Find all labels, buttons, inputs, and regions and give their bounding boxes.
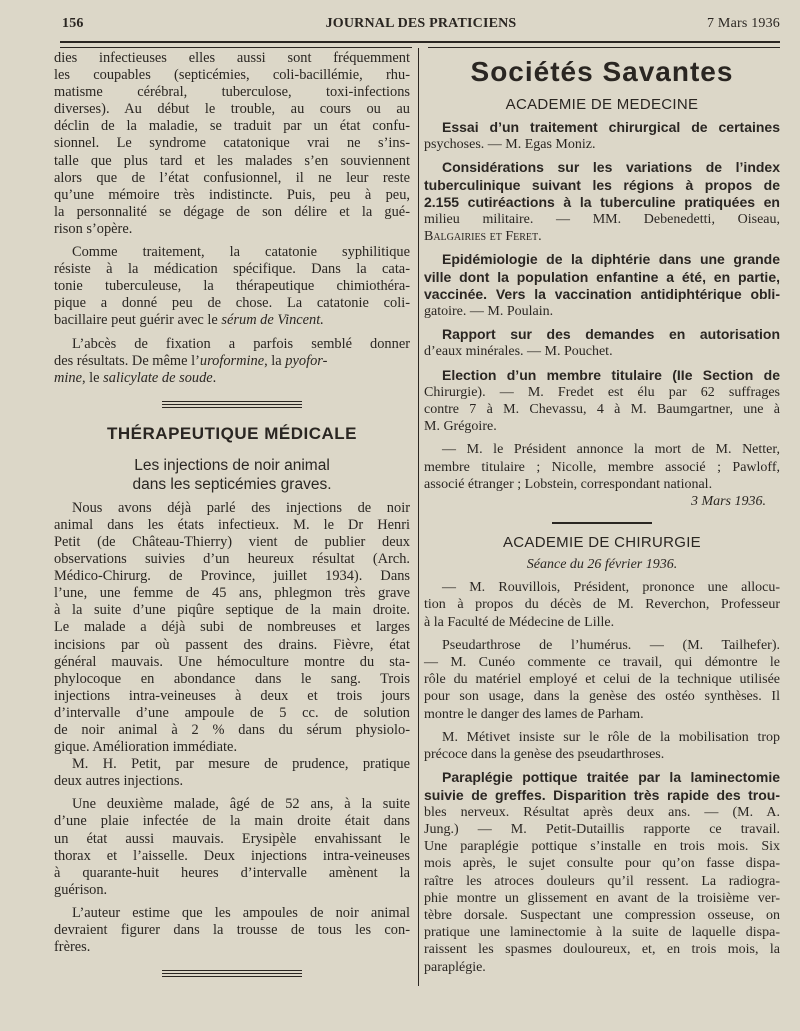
- text-line: l’une, une femme de 45 ans, phlegmon très grave: [54, 585, 410, 602]
- text-line: pratique une laminectomie à la suite de laquelle dispa-: [424, 925, 780, 941]
- text-line: M. H. Petit, par mesure de prudence, pratique: [72, 756, 410, 773]
- text-run: , la: [264, 352, 286, 369]
- text-line: talle que plus tard et les malades s’en souviennent: [54, 152, 410, 169]
- text-line: observations suivies d’un heureux résultat (Arch.: [54, 551, 410, 568]
- text-line: Nous avons déjà parlé des injections de noir: [72, 499, 410, 516]
- text-line: Essai d’un traitement chirurgical de certaines: [442, 119, 780, 135]
- text-line: un état aussi mauvais. Erysipèle envahissant le: [54, 830, 410, 847]
- text-line: tuberculinique suivant les régions à propos de: [424, 176, 780, 193]
- text-line: pique a donné peu de chose. La catatonie coli-: [54, 295, 410, 312]
- text-line: d’intervalle d’une ampoule de 5 cc. de solution: [54, 704, 410, 721]
- section-separator: [162, 401, 302, 408]
- communication-item: [424, 441, 780, 493]
- conclusion-paragraph: [54, 905, 410, 956]
- text-line: L’auteur estime que les ampoules de noir animal: [72, 904, 410, 921]
- text-line: phylocoque en abondance dans le sang. Trois: [54, 670, 410, 687]
- societies-heading: Sociétés Savantes: [470, 56, 734, 87]
- text-line: milieu militaire. — MM. Debenedetti, Oiseau,: [424, 212, 780, 228]
- article-title-line: Les injections de noir animal: [134, 456, 330, 474]
- text-line: L’abcès de fixation a parfois semblé donner: [72, 335, 410, 352]
- text-line: Balgairies et Feret.: [424, 229, 542, 245]
- text-line: déclin de la maladie, se traduit par un état confu-: [54, 118, 410, 135]
- text-line: les coupables (septicémies, coli-bacillémie, rhu-: [54, 67, 410, 84]
- text-line: gatoire. — M. Poulain.: [424, 304, 554, 320]
- text-run: , le: [81, 369, 104, 386]
- left-column: [54, 50, 410, 979]
- text-line: général mauvais. Une hémoculture montre du sta-: [54, 653, 410, 670]
- communication-item: [424, 637, 780, 723]
- treatment-paragraph: [54, 244, 410, 329]
- text-line: Chirurgie). — M. Fredet est élu par 62 suffrages: [424, 384, 780, 400]
- header-rule: [60, 41, 780, 43]
- communication-item: [424, 579, 780, 631]
- text-line: M. Grégoire.: [424, 419, 497, 435]
- journal-title: JOURNAL DES PRATICIENS: [325, 16, 517, 31]
- text-line: guérison.: [54, 881, 108, 898]
- text-line: pour son usage, dans la genèse des ostéo synthèses. Il: [424, 689, 780, 705]
- text-run: Pseudarthrose de l’humérus. — (M. Tailhefer).: [442, 637, 780, 653]
- communication-item: [424, 159, 780, 245]
- article-title-line: dans les septicémies graves.: [132, 475, 332, 493]
- text-line: alors que de l’état confusionnel, il ne leur reste: [54, 169, 410, 186]
- left-column-top-rule: [60, 47, 412, 48]
- text-line: thorax et l’aisselle. Deux injections intra-veineuses: [54, 847, 410, 864]
- text-line: [424, 637, 780, 654]
- fixation-paragraph: [54, 336, 410, 387]
- text-line: raître les atroces douleurs qu’il ressent. La radiogra-: [424, 873, 780, 889]
- text-line: mois après, le sujet consulte pour qu’on fasse dispa-: [424, 856, 780, 872]
- text-line: [54, 353, 410, 370]
- communication-item: [424, 729, 780, 763]
- text-line: devraient figurer dans la trousse de tous les con-: [54, 922, 410, 939]
- text-line: phie montre un glissement en avant de la troisième ver-: [424, 890, 780, 906]
- text-line: montre le danger des lames de Parham.: [424, 706, 644, 722]
- text-line: [54, 370, 410, 387]
- text-line: résiste à la médication spécifique. Dans la cata-: [54, 261, 410, 278]
- text-line: rôle du matériel employé et celui de la technique utilisée: [424, 672, 780, 688]
- academy-title: ACADEMIE DE CHIRURGIE: [503, 534, 701, 552]
- section-rule: [552, 522, 652, 524]
- text-line: Le malade a déjà subi de nombreuses et larges: [54, 619, 410, 636]
- article-title: [54, 456, 410, 494]
- text-line: vaccinée. Vers la vaccination antidiphtérique obli-: [424, 285, 780, 302]
- drug-name: salicylate de soude: [103, 369, 213, 386]
- text-line: paraplégie.: [424, 959, 486, 975]
- text-line: animal dans les états infectieux. M. le Dr Henri: [54, 516, 410, 533]
- text-line: — M. Cunéo commente ce travail, qui démontre le: [424, 655, 780, 671]
- text-run: bacillaire peut guérir avec le: [54, 312, 222, 329]
- text-line: Médico-Chirurg. de Province, juillet 1934). Dans: [54, 568, 410, 585]
- text-line: précoce dans la genèse des pseudarthroses.: [424, 747, 665, 763]
- text-line: tion à propos du décès de M. Reverchon, Professeur: [424, 597, 780, 613]
- text-line: deux autres injections.: [54, 773, 184, 790]
- text-line: Jung.) — M. Petit-Dutaillis rapporte ce travail.: [424, 821, 780, 837]
- text-line: Une deuxième malade, âgé de 52 ans, à la suite: [72, 796, 410, 813]
- text-run: des résultats. De même l’: [54, 352, 200, 369]
- text-line: dies infectieuses elles aussi sont fréquemment: [54, 50, 410, 66]
- text-line: psychoses. — M. Egas Moniz.: [424, 137, 596, 153]
- communication-item: [424, 251, 780, 320]
- right-column-top-rule: [428, 47, 780, 48]
- text-line: ville dont la population enfantine a été, en partie,: [424, 268, 780, 285]
- text-line: Une paraplégie pottique s’installe en trois mois. Six: [424, 839, 780, 855]
- text-line: suivie de greffes. Disparition très rapide des trou-: [424, 786, 780, 803]
- section-title: THÉRAPEUTIQUE MÉDICALE: [107, 423, 357, 443]
- text-line: à la Faculté de Médecine de Lille.: [424, 614, 615, 630]
- text-line: contre 7 à M. Chevassu, 4 à M. Baumgartner, une à: [424, 402, 780, 418]
- text-line: injections intra-veineuses à deux et trois jours: [54, 687, 410, 704]
- text-line: matisme cérébral, tuberculose, toxi-infections: [54, 84, 410, 101]
- text-line: diverses). Au début le trouble, au cours ou au: [54, 101, 410, 118]
- communication-item: [424, 769, 780, 975]
- text-line: Paraplégie pottique traitée par la laminectomie: [442, 769, 780, 786]
- text-line: qu’une mémoire très indistincte. Puis, peu à peu,: [54, 186, 410, 203]
- text-line: associé étranger ; Lobstein, correspondant national.: [424, 476, 713, 492]
- serum-reference: sérum de Vincent.: [221, 312, 324, 329]
- text-line: M. Métivet insiste sur le rôle de la mobilisation trop: [442, 729, 780, 745]
- text-line: Considérations sur les variations de l’index: [442, 159, 780, 176]
- second-case-paragraph: [54, 796, 410, 899]
- seance-date: Séance du 26 février 1936.: [526, 557, 678, 573]
- text-line: Petit (de Château-Thierry) vient de publier deux: [54, 533, 410, 550]
- text-line: à quarante-huit heures d’intervalle amènent la: [54, 864, 410, 881]
- text-line: membre titulaire ; Nicolle, membre associé ; Pawloff,: [424, 459, 780, 475]
- text-run: .: [212, 369, 217, 386]
- text-line: — M. le Président annonce la mort de M. Netter,: [442, 442, 780, 458]
- text-line: tèbre dorsale. Suspectant une compression osseuse, on: [424, 907, 780, 923]
- text-line: de noir animal à 2 % dans du sérum physiolo-: [54, 722, 410, 738]
- text-line: à la suite d’une piqûre septique de la main droite.: [54, 602, 410, 619]
- drug-name: mine: [54, 369, 82, 386]
- text-line: Rapport sur des demandes en autorisation: [442, 326, 780, 343]
- academy-title: ACADEMIE DE MEDECINE: [505, 96, 699, 113]
- text-line: raissent les spasmes douloureux, et, en trois mois, la: [424, 942, 780, 958]
- text-line: incisions par où passent des drains. Fièvre, état: [54, 636, 410, 653]
- end-separator: [162, 970, 302, 977]
- petit-paragraph: [54, 756, 410, 790]
- drug-name: pyofor-: [285, 352, 328, 369]
- text-line: tonie tuberculeuse, la thérapeutique chimiothéra-: [54, 278, 410, 295]
- text-line: rison s’opère.: [54, 220, 133, 237]
- drug-name: uroformine: [199, 352, 265, 369]
- text-line: — M. Rouvillois, Président, prononce une allocu-: [442, 580, 780, 596]
- text-line: la personnalité se dégage de son délire et la gué-: [54, 203, 410, 220]
- column-divider: [418, 48, 419, 986]
- text-line: bles nerveux. Résultat après deux ans. — (M. A.: [424, 804, 780, 820]
- communication-item: [424, 367, 780, 436]
- text-line: sionnel. Le syndrome catatonique vrai ne s’ins-: [54, 135, 410, 152]
- running-header: [62, 16, 780, 40]
- communication-item: [424, 326, 780, 360]
- text-line: 2.155 cutiréactions à la tuberculine pratiquées en: [424, 193, 780, 210]
- text-line: d’une plaie infectée de la main droite était dans: [54, 813, 410, 830]
- article-body: [54, 500, 410, 756]
- page-number: 156: [62, 16, 84, 31]
- right-column: [424, 50, 780, 976]
- intro-paragraph: [54, 50, 410, 238]
- text-line: Epidémiologie de la diphtérie dans une grande: [442, 251, 780, 268]
- session-date-text: 3 Mars 1936.: [690, 494, 766, 510]
- text-line: frères.: [54, 939, 91, 956]
- text-line: gique. Amélioration immédiate.: [54, 739, 238, 756]
- communication-item: [424, 119, 780, 153]
- session-date: [424, 493, 780, 510]
- text-line: d’eaux minérales. — M. Pouchet.: [424, 344, 613, 360]
- text-line: Election d’un membre titulaire (IIe Section de: [442, 366, 780, 383]
- text-line: [54, 312, 410, 329]
- issue-date: 7 Mars 1936: [707, 16, 780, 31]
- text-line: Comme traitement, la catatonie syphilitique: [72, 244, 410, 261]
